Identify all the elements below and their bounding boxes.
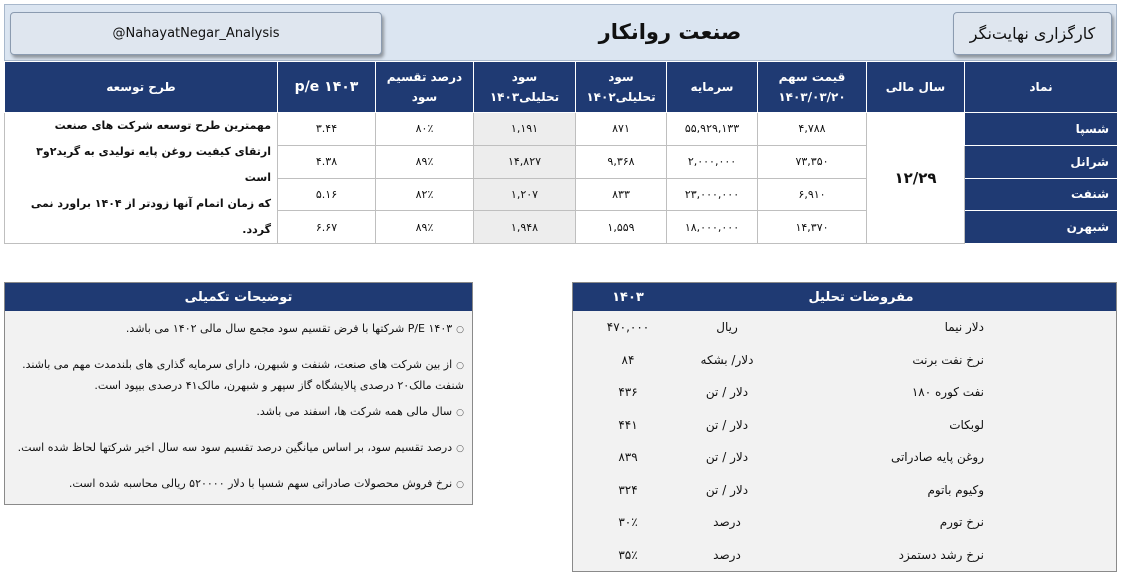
assumption-value: ۸۳۹ [618,450,638,465]
channel-handle: @NahayatNegar_Analysis [10,12,382,55]
col-payout [376,62,474,113]
assumption-label: نرخ رشد دستمزد [898,547,984,562]
col-capital: سرمایه [667,62,758,113]
page-title: صنعت روانکار [598,19,742,44]
col-fiscal-year: سال مالی [867,62,965,113]
assumption-value: ۳۰٪ [618,515,638,530]
assumption-value: ۳۲۴ [618,482,638,497]
assumption-label: وکیوم باتوم [927,482,984,497]
col-payout-line1: درصد تقسیم [386,70,463,84]
col-price-line1: قیمت سهم [778,70,846,84]
row-eps-1403: ۱,۱۹۱ [474,113,576,146]
row-pe: ۴.۳۸ [278,145,376,178]
assumption-row [573,376,1116,409]
assumption-value: ۴۳۶ [618,385,638,400]
note-item: ○از بین شرکت های صنعت، شنفت و شبهرن، دارای سرمایه گذاری های بلندمدت مهم می باشند. شنفت مالک۲۰ درصدی پالایشگاه گاز سپهر و شبهرن، مالک۴۱ درصدی بیپود است. [22,358,464,392]
assumption-value: ۴۷۰,۰۰۰ [606,320,650,335]
assumption-label: نرخ تورم [939,515,984,530]
assumption-row [573,506,1116,539]
row-eps-1402: ۸۷۱ [576,113,667,146]
assumption-unit: دلار / تن [705,482,749,497]
bullet-icon: ○ [456,361,464,371]
col-price-line2: ۱۴۰۳/۰۳/۲۰ [778,90,846,104]
row-symbol: شسپا [965,113,1118,146]
col-eps-1403: سود تحلیلی۱۴۰۳ [474,62,576,113]
table-header-row [5,62,1118,113]
plan-line: مهمترین طرح توسعه شرکت های صنعت [54,119,271,132]
row-symbol: شنفت [965,178,1118,211]
note-item: ○سال مالی همه شرکت ها، اسفند می باشد. [256,405,464,418]
assumptions-panel [572,282,1117,572]
plan-text [5,113,278,244]
row-capital: ۱۸,۰۰۰,۰۰۰ [667,211,758,244]
assumption-label: نفت کوره ۱۸۰ [911,385,984,400]
note-item: ○P/E ۱۴۰۳ شرکتها با فرض تقسیم سود مجمع سال مالی ۱۴۰۲ می باشد. [125,322,464,335]
assumptions-year: ۱۴۰۳ [612,289,644,305]
row-capital: ۲۳,۰۰۰,۰۰۰ [667,178,758,211]
col-symbol: نماد [965,62,1118,113]
row-eps-1403: ۱,۲۰۷ [474,178,576,211]
row-eps-1402: ۸۳۳ [576,178,667,211]
row-payout: ۸۹٪ [376,211,474,244]
assumption-label: روغن پایه صادراتی [890,450,984,465]
row-pe: ۵.۱۶ [278,178,376,211]
assumption-unit: دلار / تن [705,450,749,465]
assumption-row [573,311,1116,344]
bullet-icon: ○ [456,444,464,454]
row-price: ۴,۷۸۸ [758,113,867,146]
row-pe: ۳.۴۴ [278,113,376,146]
fiscal-year-value: ۱۲/۲۹ [867,113,965,244]
assumption-label: نرخ نفت برنت [912,352,984,367]
assumption-row [573,539,1116,572]
assumption-unit: دلار / تن [705,417,749,432]
assumption-unit: درصد [713,515,741,530]
assumptions-table [573,311,1116,571]
assumption-row [573,441,1116,474]
row-eps-1403: ۱۴,۸۲۷ [474,145,576,178]
assumption-value: ۳۵٪ [618,547,638,562]
row-symbol: شرانل [965,145,1118,178]
assumptions-header [573,283,1116,311]
col-plan: طرح توسعه [5,62,278,113]
assumption-unit: ریال [716,320,738,335]
assumptions-title: مفروضات تحلیل [808,289,914,305]
table-row [5,113,1118,146]
plan-line: که زمان اتمام آنها زودتر از ۱۴۰۴ براورد نمی گردد. [30,197,271,236]
bullet-icon: ○ [456,408,464,418]
plan-line: ارتقای کیفیت روغن پایه تولیدی به گرید۲و۳ است [36,145,271,184]
row-capital: ۲,۰۰۰,۰۰۰ [667,145,758,178]
col-pe: p/e ۱۴۰۳ [278,62,376,113]
assumption-value: ۸۴ [621,352,635,367]
notes-panel [4,282,473,505]
assumption-row [573,474,1116,507]
col-price [758,62,867,113]
assumption-row [573,409,1116,442]
row-eps-1402: ۹,۳۶۸ [576,145,667,178]
note-item: ○درصد تقسیم سود، بر اساس میانگین درصد تقسیم سود سه سال اخیر شرکتها لحاظ شده است. [17,441,464,454]
industry-table [4,61,1118,244]
assumption-row [573,344,1116,377]
bullet-icon: ○ [456,480,464,490]
brand-name: کارگزاری نهایت‌نگر [953,12,1112,55]
assumption-unit: دلار/ بشکه [700,352,754,367]
row-payout: ۸۹٪ [376,145,474,178]
assumption-unit: دلار / تن [705,385,749,400]
row-eps-1402: ۱,۵۵۹ [576,211,667,244]
row-price: ۱۴,۳۷۰ [758,211,867,244]
row-pe: ۶.۶۷ [278,211,376,244]
assumption-label: لوبکات [949,417,984,432]
row-capital: ۵۵,۹۲۹,۱۳۳ [667,113,758,146]
row-symbol: شبهرن [965,211,1118,244]
col-eps-1402: سود تحلیلی۱۴۰۲ [576,62,667,113]
assumption-label: دلار نیما [944,320,984,335]
row-price: ۷۳,۳۵۰ [758,145,867,178]
notes-body [5,311,472,495]
col-payout-line2: سود [411,90,438,104]
bullet-icon: ○ [456,325,464,335]
row-payout: ۸۰٪ [376,113,474,146]
notes-title: توضیحات تکمیلی [5,283,472,311]
row-payout: ۸۲٪ [376,178,474,211]
assumption-value: ۴۴۱ [618,417,638,432]
row-eps-1403: ۱,۹۴۸ [474,211,576,244]
note-item: ○نرخ فروش محصولات صادراتی سهم شسپا با دلار ۵۲۰۰۰۰ ریالی محاسبه شده است. [68,477,464,490]
row-price: ۶,۹۱۰ [758,178,867,211]
assumption-unit: درصد [713,547,741,562]
